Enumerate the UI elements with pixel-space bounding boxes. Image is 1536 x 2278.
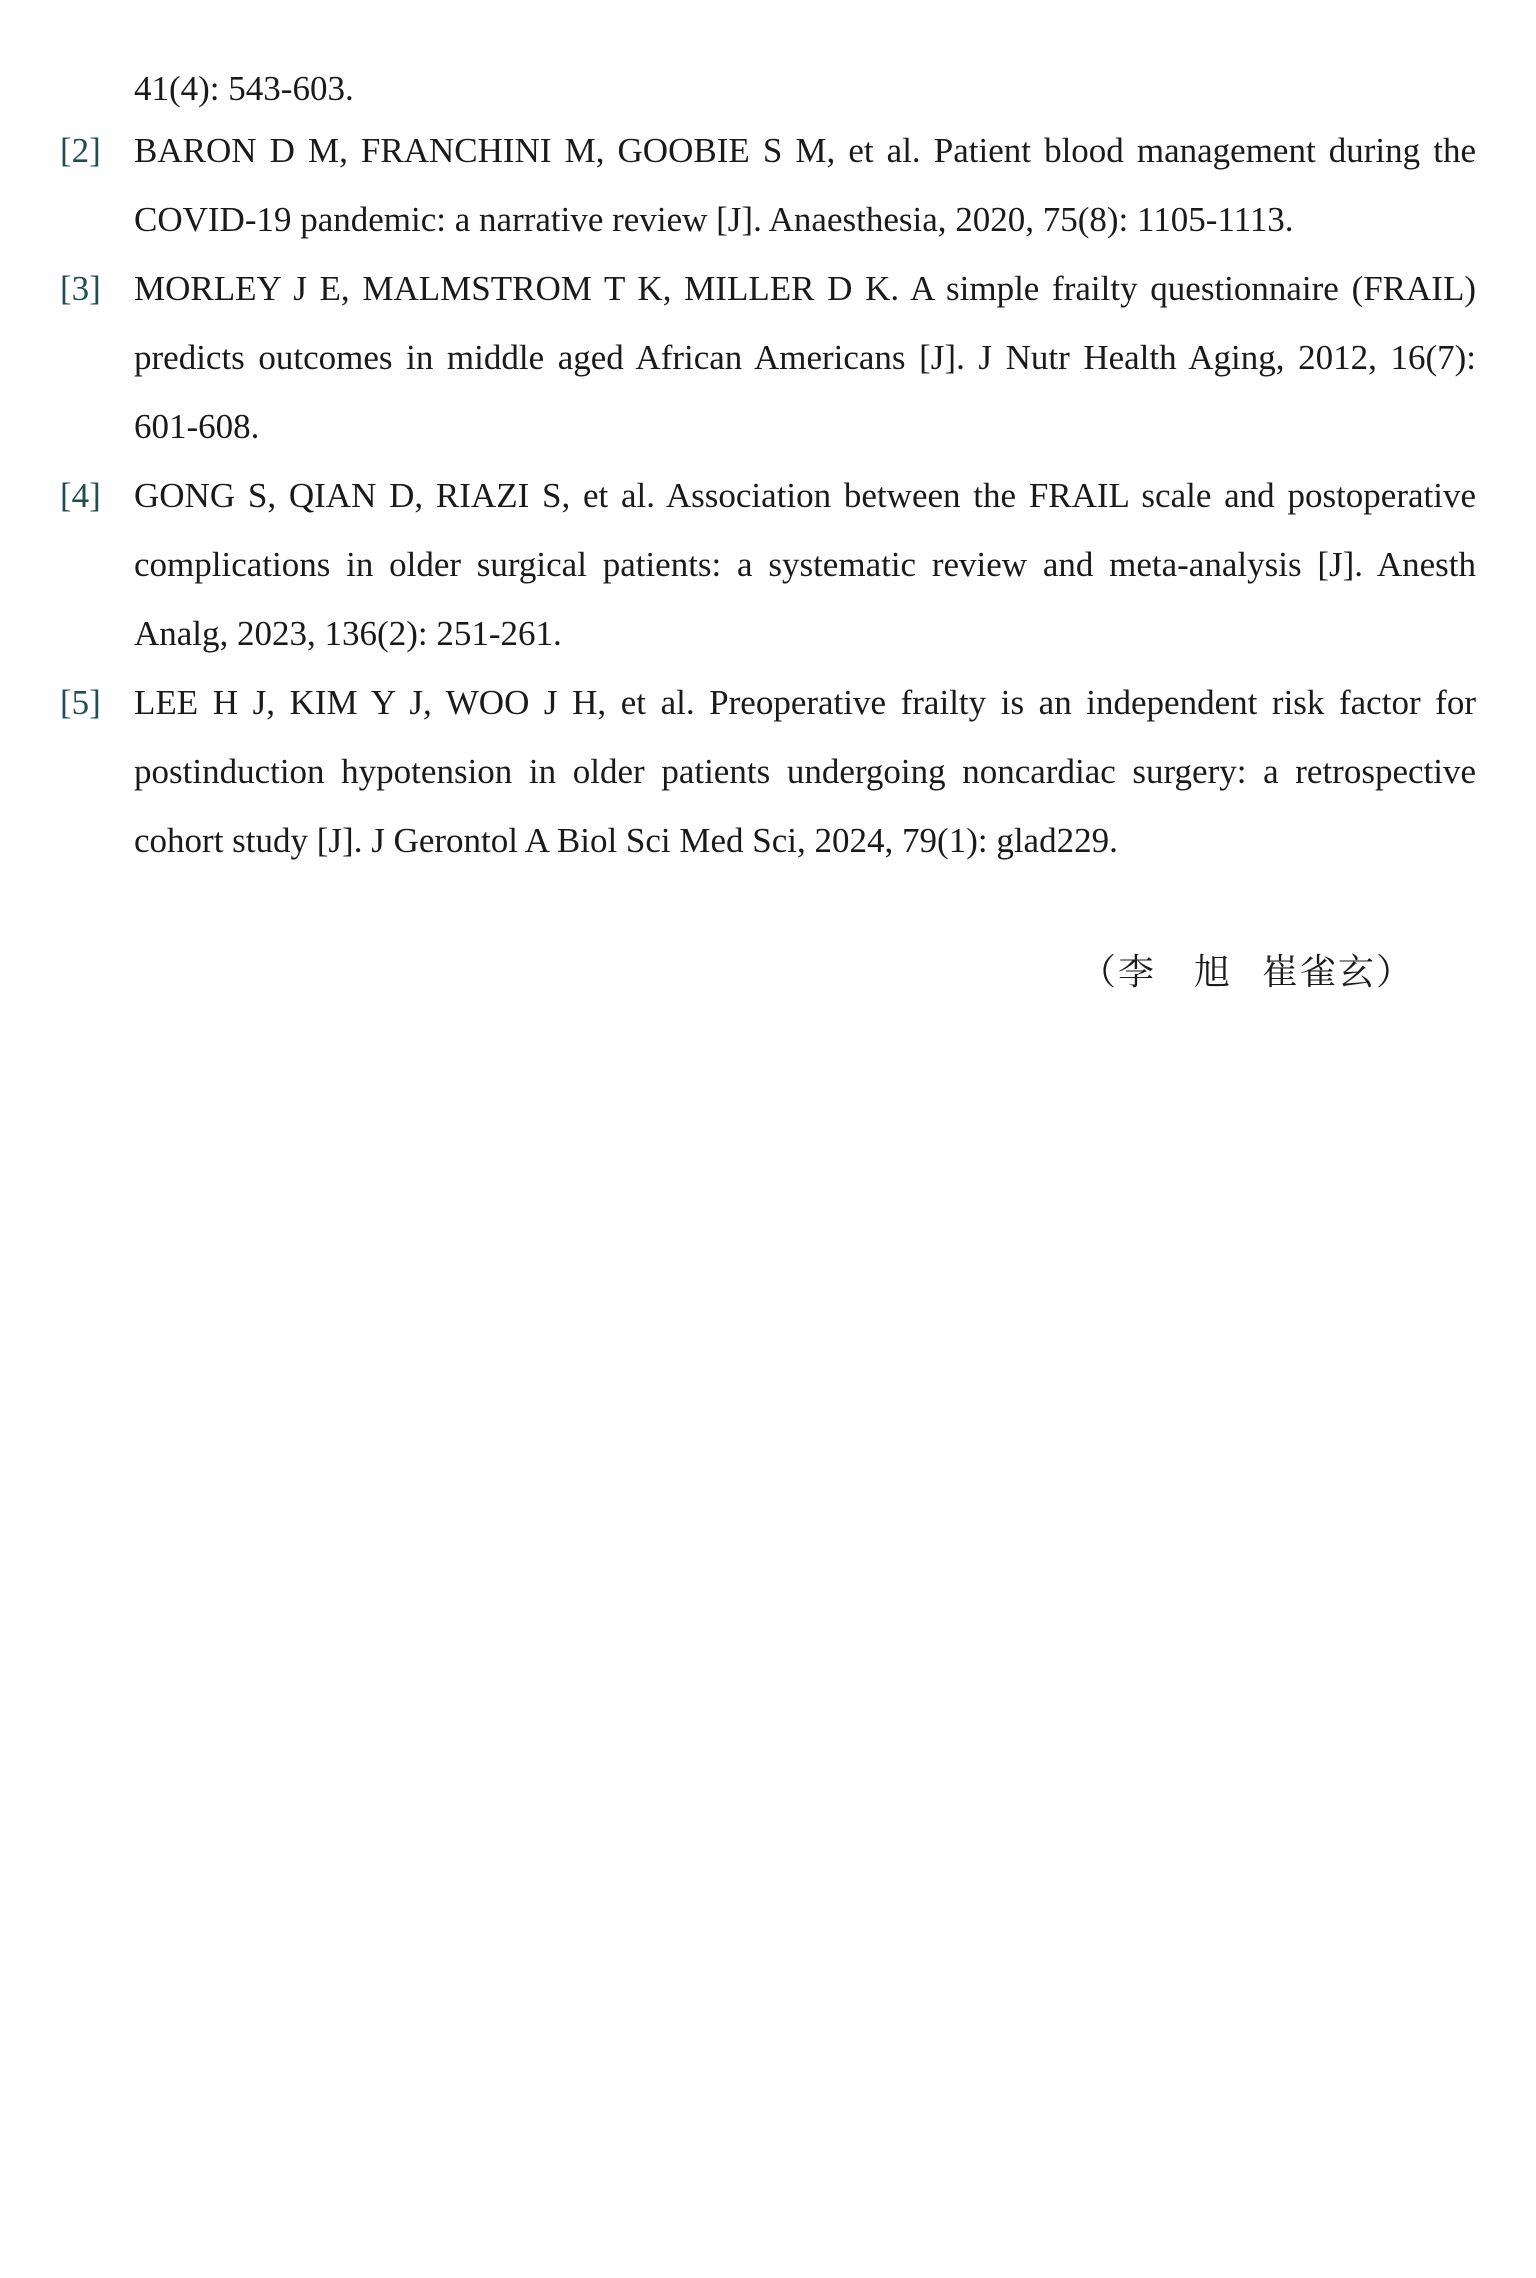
author-signature (1080, 948, 1414, 996)
reference-number: [5] (60, 683, 101, 722)
signature-author-2: 崔雀玄 (1262, 952, 1377, 992)
reference-text: LEE H J, KIM Y J, WOO J H, et al. Preoperative frailty is an independent risk factor for postinduction hypotension in older patients undergoing noncardiac surgery: a retrospective cohort study [J]. J Gerontol A Biol Sci Med Sci, 2024, 79(1): glad229. (134, 683, 1476, 860)
signature-open-paren: （ (1080, 952, 1119, 992)
reference-continuation: 41(4): 543-603. (134, 69, 354, 108)
reference-number: [4] (60, 476, 101, 515)
signature-close-paren: ） (1376, 952, 1415, 992)
reference-text: MORLEY J E, MALMSTROM T K, MILLER D K. A simple frailty questionnaire (FRAIL) predicts outcomes in middle aged African Americans [J]. J Nutr Health Aging, 2012, 16(7): 601-608. (134, 269, 1476, 446)
reference-item-4 (60, 461, 1476, 668)
reference-number: [3] (60, 269, 101, 308)
reference-item-5 (60, 668, 1476, 875)
reference-list (60, 116, 1476, 875)
reference-text: BARON D M, FRANCHINI M, GOOBIE S M, et al. Patient blood management during the COVID-19 pandemic: a narrative review [J]. Anaesthesia, 2020, 75(8): 1105-1113. (134, 131, 1476, 239)
reference-item-2 (60, 116, 1476, 254)
reference-text: GONG S, QIAN D, RIAZI S, et al. Association between the FRAIL scale and postoperative complications in older surgical patients: a systematic review and meta-analysis [J]. Anesth Analg, 2023, 136(2): 251-261. (134, 476, 1476, 653)
reference-item-3 (60, 254, 1476, 461)
reference-number: [2] (60, 131, 101, 170)
signature-author-1: 李 旭 (1118, 952, 1233, 992)
